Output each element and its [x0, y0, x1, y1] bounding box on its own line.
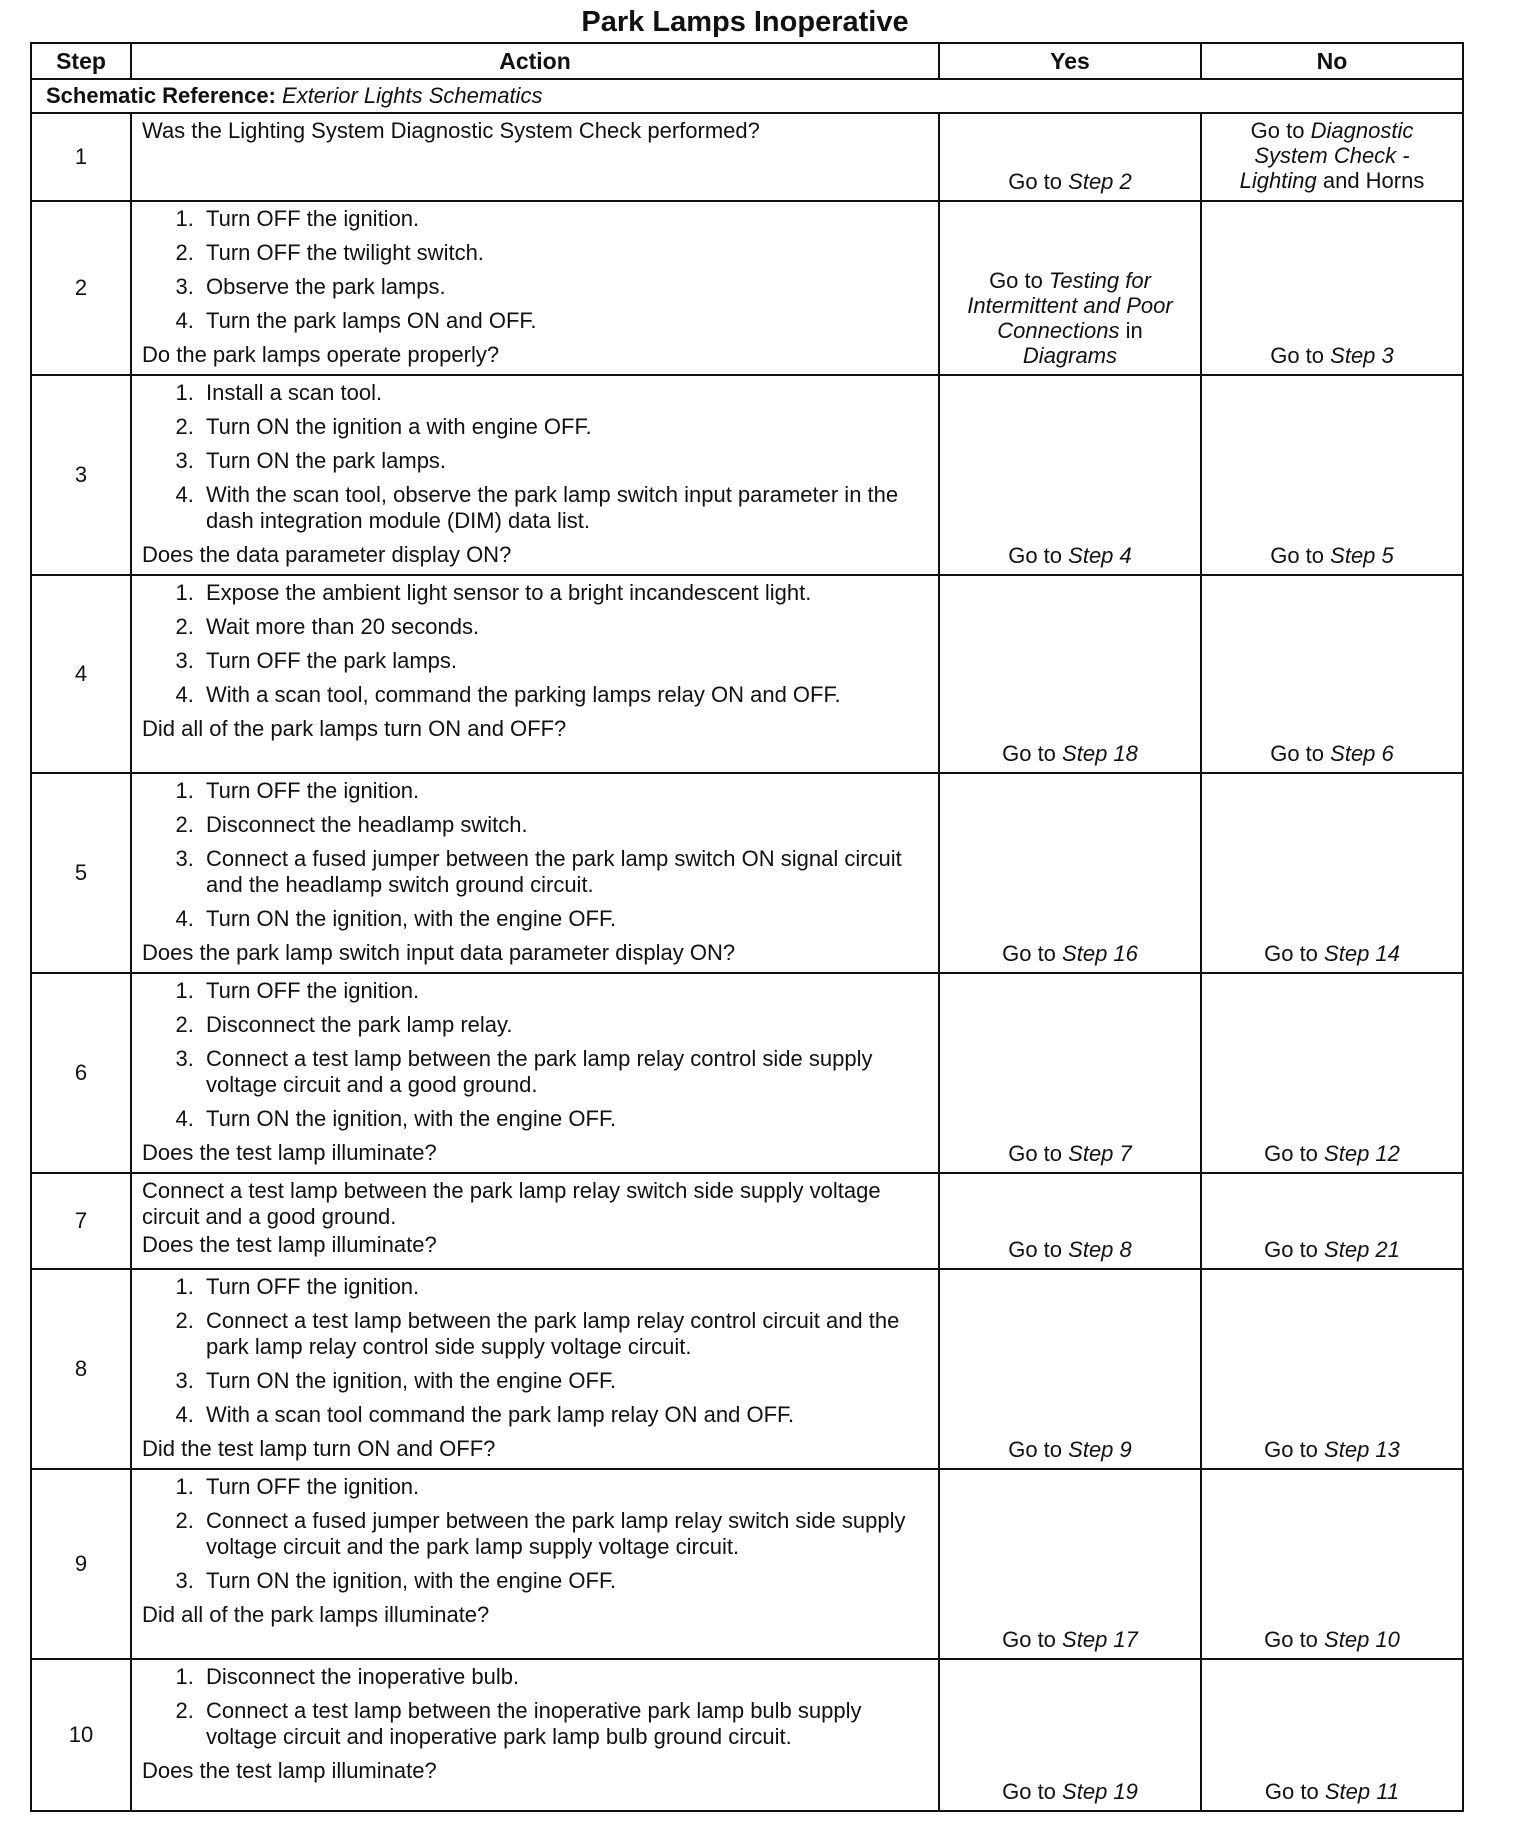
action-item: 4. Turn ON the ignition, with the engine OFF.: [200, 1106, 930, 1132]
action-cell: [131, 113, 939, 201]
yes-target: Testing for: [1049, 268, 1151, 293]
no-target: Step 21: [1324, 1237, 1400, 1262]
action-item: 2. Wait more than 20 seconds.: [200, 614, 930, 640]
no-target-line: System Check -: [1254, 143, 1410, 168]
action-text: Connect a test lamp between the park lamp relay switch side supply voltage circuit and a good ground.: [142, 1178, 881, 1229]
action-item: 3. Turn OFF the park lamps.: [200, 648, 930, 674]
action-cell: [131, 575, 939, 773]
yes-cell: [939, 973, 1201, 1173]
yes-target: Step 19: [1062, 1779, 1138, 1804]
action-question: Did all of the park lamps turn ON and OFF?: [142, 716, 567, 741]
goto-label: Go to: [1008, 1437, 1063, 1462]
diagnostic-table: [30, 42, 1464, 1812]
goto-label: Go to: [1264, 1141, 1318, 1166]
action-list: [142, 580, 930, 708]
action-item: 1. Turn OFF the ignition.: [200, 1474, 930, 1500]
no-target: Step 3: [1330, 343, 1394, 368]
table-row: [31, 1659, 1463, 1811]
action-question: Does the data parameter display ON?: [142, 542, 512, 567]
schematic-reference-row: [31, 79, 1463, 113]
yes-cell: [939, 575, 1201, 773]
goto-label: Go to: [1264, 1437, 1318, 1462]
action-list: [142, 380, 930, 534]
goto-label: Go to: [1002, 941, 1056, 966]
yes-cell: [939, 375, 1201, 575]
table-row: [31, 113, 1463, 201]
action-item: 4. With the scan tool, observe the park lamp switch input parameter in the dash integration module (DIM) data list.: [200, 482, 930, 534]
yes-target: Step 7: [1068, 1141, 1132, 1166]
goto-label: Go to: [1270, 343, 1325, 368]
yes-target: Step 17: [1062, 1627, 1138, 1652]
table-row: [31, 773, 1463, 973]
no-cell: [1201, 1269, 1463, 1469]
goto-label: Go to: [1270, 543, 1325, 568]
table-row: [31, 973, 1463, 1173]
schematic-value: Exterior Lights Schematics: [282, 83, 543, 108]
no-cell: [1201, 1469, 1463, 1659]
no-target: Step 14: [1324, 941, 1400, 966]
action-item: 3. Turn ON the ignition, with the engine OFF.: [200, 1368, 930, 1394]
no-target-line: Lighting: [1239, 168, 1317, 193]
action-item: 4. With a scan tool, command the parking lamps relay ON and OFF.: [200, 682, 930, 708]
yes-cell: [939, 113, 1201, 201]
no-target-line: and Horns: [1322, 168, 1425, 193]
action-item: 1. Disconnect the inoperative bulb.: [200, 1664, 930, 1690]
page-title: Park Lamps Inoperative: [581, 6, 909, 38]
header-row: [31, 43, 1463, 79]
action-item: 3. Turn ON the park lamps.: [200, 448, 930, 474]
goto-label: Go to: [1008, 543, 1063, 568]
yes-cell: [939, 201, 1201, 375]
no-cell: [1201, 973, 1463, 1173]
no-cell: [1201, 375, 1463, 575]
goto-label: Go to: [1008, 169, 1063, 194]
action-item: 1. Expose the ambient light sensor to a bright incandescent light.: [200, 580, 930, 606]
action-item: 1. Install a scan tool.: [200, 380, 930, 406]
yes-target: Step 2: [1068, 169, 1132, 194]
step-number: 7: [31, 1173, 131, 1269]
yes-target: Step 4: [1068, 543, 1132, 568]
no-target: Step 5: [1330, 543, 1394, 568]
goto-label: Go to: [1264, 1237, 1318, 1262]
no-cell: [1201, 113, 1463, 201]
yes-target: Step 8: [1068, 1237, 1132, 1262]
step-number: 6: [31, 973, 131, 1173]
action-item: 3. Connect a fused jumper between the park lamp switch ON signal circuit and the headlamp switch ground circuit.: [200, 846, 930, 898]
schematic-label: Schematic Reference:: [46, 83, 276, 108]
action-question: Do the park lamps operate properly?: [142, 342, 500, 367]
yes-target-line: Connections: [997, 318, 1120, 343]
action-cell: [131, 201, 939, 375]
step-number: 8: [31, 1269, 131, 1469]
no-cell: [1201, 1659, 1463, 1811]
goto-label: Go to: [1002, 1779, 1056, 1804]
no-target: Step 13: [1324, 1437, 1400, 1462]
yes-target: Step 16: [1062, 941, 1138, 966]
table-row: [31, 1173, 1463, 1269]
yes-target: Step 18: [1062, 741, 1138, 766]
goto-label: Go to: [1264, 941, 1318, 966]
action-cell: [131, 1659, 939, 1811]
no-cell: [1201, 201, 1463, 375]
action-cell: [131, 1173, 939, 1269]
header-step: Step: [31, 43, 131, 79]
yes-target-line: in: [1125, 318, 1143, 343]
action-list: [142, 1274, 930, 1428]
step-number: 2: [31, 201, 131, 375]
goto-label: Go to: [1270, 741, 1325, 766]
action-list: [142, 978, 930, 1132]
action-item: 1. Turn OFF the ignition.: [200, 778, 930, 804]
no-target: Diagnostic: [1310, 118, 1414, 143]
no-target: Step 6: [1330, 741, 1394, 766]
yes-cell: [939, 1173, 1201, 1269]
action-item: 4. With a scan tool command the park lamp relay ON and OFF.: [200, 1402, 930, 1428]
no-target: Step 10: [1324, 1627, 1400, 1652]
action-cell: [131, 1269, 939, 1469]
action-item: 4. Turn ON the ignition, with the engine OFF.: [200, 906, 930, 932]
goto-label: Go to: [1264, 1779, 1319, 1804]
action-cell: [131, 973, 939, 1173]
goto-label: Go to: [1264, 1627, 1318, 1652]
action-list: [142, 778, 930, 932]
yes-target: Step 9: [1068, 1437, 1132, 1462]
action-question: Does the test lamp illuminate?: [142, 1232, 437, 1257]
action-cell: [131, 773, 939, 973]
step-number: 9: [31, 1469, 131, 1659]
yes-cell: [939, 1469, 1201, 1659]
action-item: 1. Turn OFF the ignition.: [200, 1274, 930, 1300]
action-item: 1. Turn OFF the ignition.: [200, 978, 930, 1004]
yes-cell: [939, 1269, 1201, 1469]
no-target: Step 12: [1324, 1141, 1400, 1166]
goto-label: Go to: [1008, 1141, 1063, 1166]
goto-label: Go to: [1002, 741, 1056, 766]
action-question: Does the park lamp switch input data parameter display ON?: [142, 940, 736, 965]
step-number: 1: [31, 113, 131, 201]
action-text: Was the Lighting System Diagnostic System Check performed?: [142, 118, 760, 143]
action-item: 1. Turn OFF the ignition.: [200, 206, 930, 232]
yes-cell: [939, 773, 1201, 973]
goto-label: Go to: [1250, 118, 1305, 143]
step-number: 5: [31, 773, 131, 973]
table-row: [31, 1469, 1463, 1659]
action-item: 3. Observe the park lamps.: [200, 274, 930, 300]
action-question: Does the test lamp illuminate?: [142, 1140, 437, 1165]
no-cell: [1201, 575, 1463, 773]
header-yes: Yes: [939, 43, 1201, 79]
table-row: [31, 575, 1463, 773]
yes-target-line: Diagrams: [1022, 343, 1118, 368]
action-item: 2. Disconnect the headlamp switch.: [200, 812, 930, 838]
action-list: [142, 1474, 930, 1594]
goto-label: Go to: [989, 268, 1043, 293]
action-cell: [131, 375, 939, 575]
action-item: 2. Connect a fused jumper between the park lamp relay switch side supply voltage circuit and the park lamp supply voltage circuit.: [200, 1508, 930, 1560]
action-list: [142, 206, 930, 334]
action-item: 2. Connect a test lamp between the inoperative park lamp bulb supply voltage circuit and inoperative park lamp bulb ground circuit.: [200, 1698, 930, 1750]
table-row: [31, 375, 1463, 575]
action-item: 3. Turn ON the ignition, with the engine OFF.: [200, 1568, 930, 1594]
action-cell: [131, 1469, 939, 1659]
action-item: 4. Turn the park lamps ON and OFF.: [200, 308, 930, 334]
step-number: 4: [31, 575, 131, 773]
step-number: 3: [31, 375, 131, 575]
no-cell: [1201, 773, 1463, 973]
schematic-reference: [31, 79, 1463, 113]
action-question: Did the test lamp turn ON and OFF?: [142, 1436, 496, 1461]
step-number: 10: [31, 1659, 131, 1811]
table-row: [31, 1269, 1463, 1469]
action-item: 2. Connect a test lamp between the park lamp relay control circuit and the park lamp relay control side supply voltage circuit.: [200, 1308, 930, 1360]
goto-label: Go to: [1002, 1627, 1056, 1652]
action-item: 2. Turn OFF the twilight switch.: [200, 240, 930, 266]
no-target: Step 11: [1324, 1779, 1400, 1804]
action-question: Did all of the park lamps illuminate?: [142, 1602, 490, 1627]
goto-label: Go to: [1008, 1237, 1063, 1262]
action-question: Does the test lamp illuminate?: [142, 1758, 437, 1783]
header-action: Action: [131, 43, 939, 79]
action-list: [142, 1664, 930, 1750]
action-item: 3. Connect a test lamp between the park lamp relay control side supply voltage circuit and a good ground.: [200, 1046, 930, 1098]
yes-cell: [939, 1659, 1201, 1811]
table-row: [31, 201, 1463, 375]
no-cell: [1201, 1173, 1463, 1269]
action-item: 2. Turn ON the ignition a with engine OFF.: [200, 414, 930, 440]
action-item: 2. Disconnect the park lamp relay.: [200, 1012, 930, 1038]
yes-target-line: Intermittent and Poor: [967, 293, 1173, 318]
header-no: No: [1201, 43, 1463, 79]
